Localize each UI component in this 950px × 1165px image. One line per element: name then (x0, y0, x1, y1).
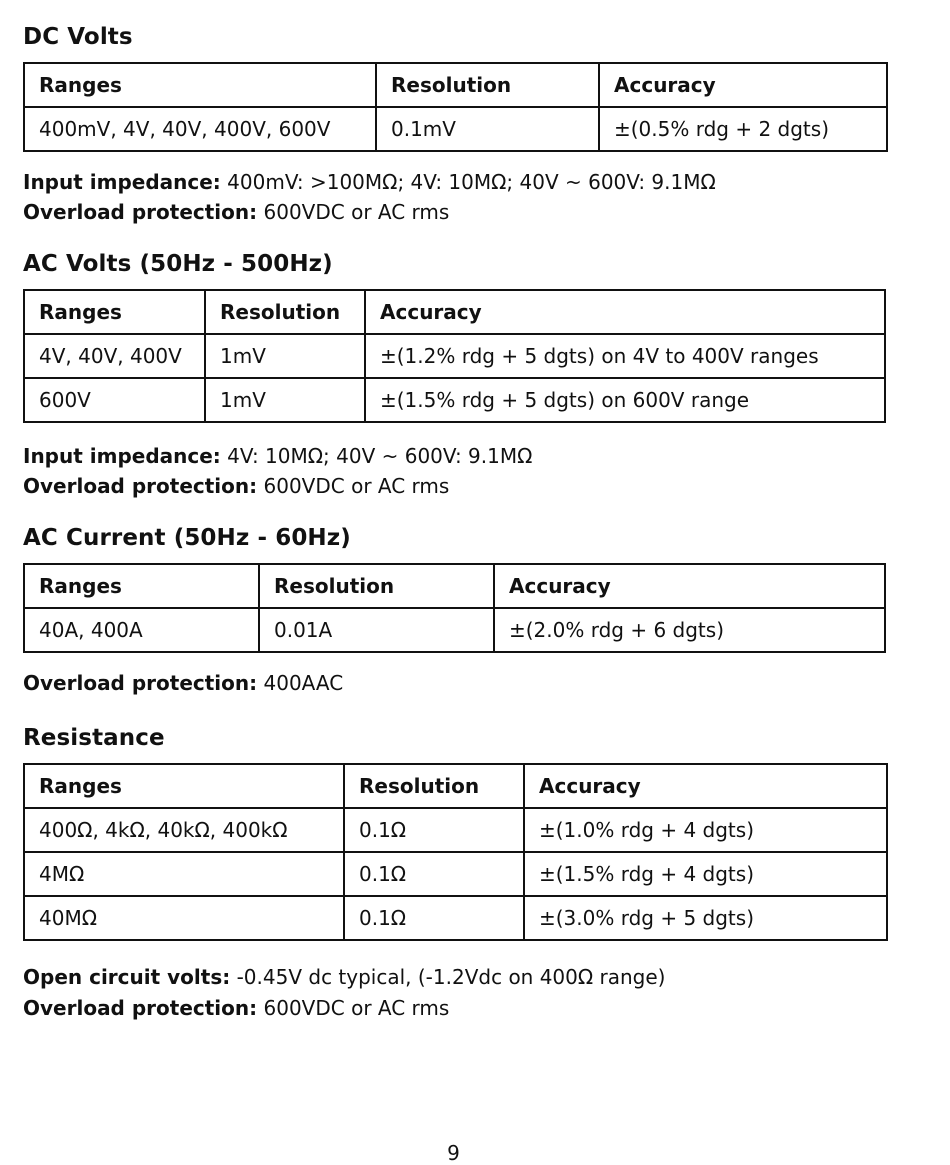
column-header-accuracy: Accuracy (524, 764, 887, 808)
note-overload-protection (23, 671, 343, 695)
cell-accuracy: ±(1.0% rdg + 4 dgts) (524, 808, 887, 852)
note-text: 600VDC or AC rms (257, 996, 450, 1020)
table-row (24, 808, 887, 852)
cell-resolution: 0.1Ω (344, 896, 524, 940)
resistance-table (23, 763, 888, 941)
note-text: 400AAC (257, 671, 344, 695)
section-title-resistance: Resistance (23, 725, 165, 751)
column-header-ranges: Ranges (24, 764, 344, 808)
note-label: Overload protection: (23, 474, 258, 498)
cell-resolution: 0.1Ω (344, 852, 524, 896)
column-header-ranges: Ranges (24, 564, 259, 608)
cell-ranges: 4MΩ (24, 852, 344, 896)
table-row (24, 107, 887, 151)
cell-accuracy: ±(3.0% rdg + 5 dgts) (524, 896, 887, 940)
cell-resolution: 0.1mV (376, 107, 599, 151)
table-header-row (24, 764, 887, 808)
note-input-impedance (23, 444, 532, 468)
table-row (24, 334, 885, 378)
note-label: Input impedance: (23, 170, 221, 194)
column-header-ranges: Ranges (24, 290, 205, 334)
section-title-ac-current: AC Current (50Hz - 60Hz) (23, 525, 351, 551)
column-header-resolution: Resolution (259, 564, 494, 608)
column-header-resolution: Resolution (205, 290, 365, 334)
table-row (24, 852, 887, 896)
cell-ranges: 40MΩ (24, 896, 344, 940)
note-label: Overload protection: (23, 996, 258, 1020)
cell-ranges: 40A, 400A (24, 608, 259, 652)
column-header-resolution: Resolution (344, 764, 524, 808)
column-header-accuracy: Accuracy (494, 564, 885, 608)
dc-volts-table (23, 62, 888, 152)
note-label: Input impedance: (23, 444, 221, 468)
note-text: 600VDC or AC rms (257, 200, 450, 224)
section-title-dc-volts: DC Volts (23, 24, 133, 50)
note-label: Overload protection: (23, 200, 258, 224)
note-text: 4V: 10MΩ; 40V ~ 600V: 9.1MΩ (220, 444, 533, 468)
cell-ranges: 400mV, 4V, 40V, 400V, 600V (24, 107, 376, 151)
table-row (24, 608, 885, 652)
table-header-row (24, 63, 887, 107)
column-header-accuracy: Accuracy (365, 290, 885, 334)
cell-ranges: 400Ω, 4kΩ, 40kΩ, 400kΩ (24, 808, 344, 852)
column-header-accuracy: Accuracy (599, 63, 887, 107)
note-input-impedance (23, 170, 716, 194)
note-text: 600VDC or AC rms (257, 474, 450, 498)
ac-current-table (23, 563, 886, 653)
ac-volts-table (23, 289, 886, 423)
table-header-row (24, 290, 885, 334)
column-header-resolution: Resolution (376, 63, 599, 107)
cell-accuracy: ±(0.5% rdg + 2 dgts) (599, 107, 887, 151)
note-text: 400mV: >100MΩ; 4V: 10MΩ; 40V ~ 600V: 9.1MΩ (220, 170, 716, 194)
cell-resolution: 1mV (205, 378, 365, 422)
cell-accuracy: ±(1.5% rdg + 4 dgts) (524, 852, 887, 896)
cell-resolution: 0.1Ω (344, 808, 524, 852)
note-label: Overload protection: (23, 671, 258, 695)
cell-ranges: 600V (24, 378, 205, 422)
note-overload-protection (23, 200, 449, 224)
table-row (24, 378, 885, 422)
section-title-ac-volts: AC Volts (50Hz - 500Hz) (23, 251, 333, 277)
note-open-circuit-volts (23, 965, 665, 989)
cell-accuracy: ±(1.5% rdg + 5 dgts) on 600V range (365, 378, 885, 422)
cell-resolution: 1mV (205, 334, 365, 378)
note-text: -0.45V dc typical, (-1.2Vdc on 400Ω range) (230, 965, 666, 989)
note-overload-protection (23, 474, 449, 498)
note-label: Open circuit volts: (23, 965, 231, 989)
table-row (24, 896, 887, 940)
table-header-row (24, 564, 885, 608)
note-overload-protection (23, 996, 449, 1020)
cell-ranges: 4V, 40V, 400V (24, 334, 205, 378)
page-number: 9 (447, 1141, 460, 1165)
cell-resolution: 0.01A (259, 608, 494, 652)
cell-accuracy: ±(1.2% rdg + 5 dgts) on 4V to 400V ranges (365, 334, 885, 378)
column-header-ranges: Ranges (24, 63, 376, 107)
cell-accuracy: ±(2.0% rdg + 6 dgts) (494, 608, 885, 652)
